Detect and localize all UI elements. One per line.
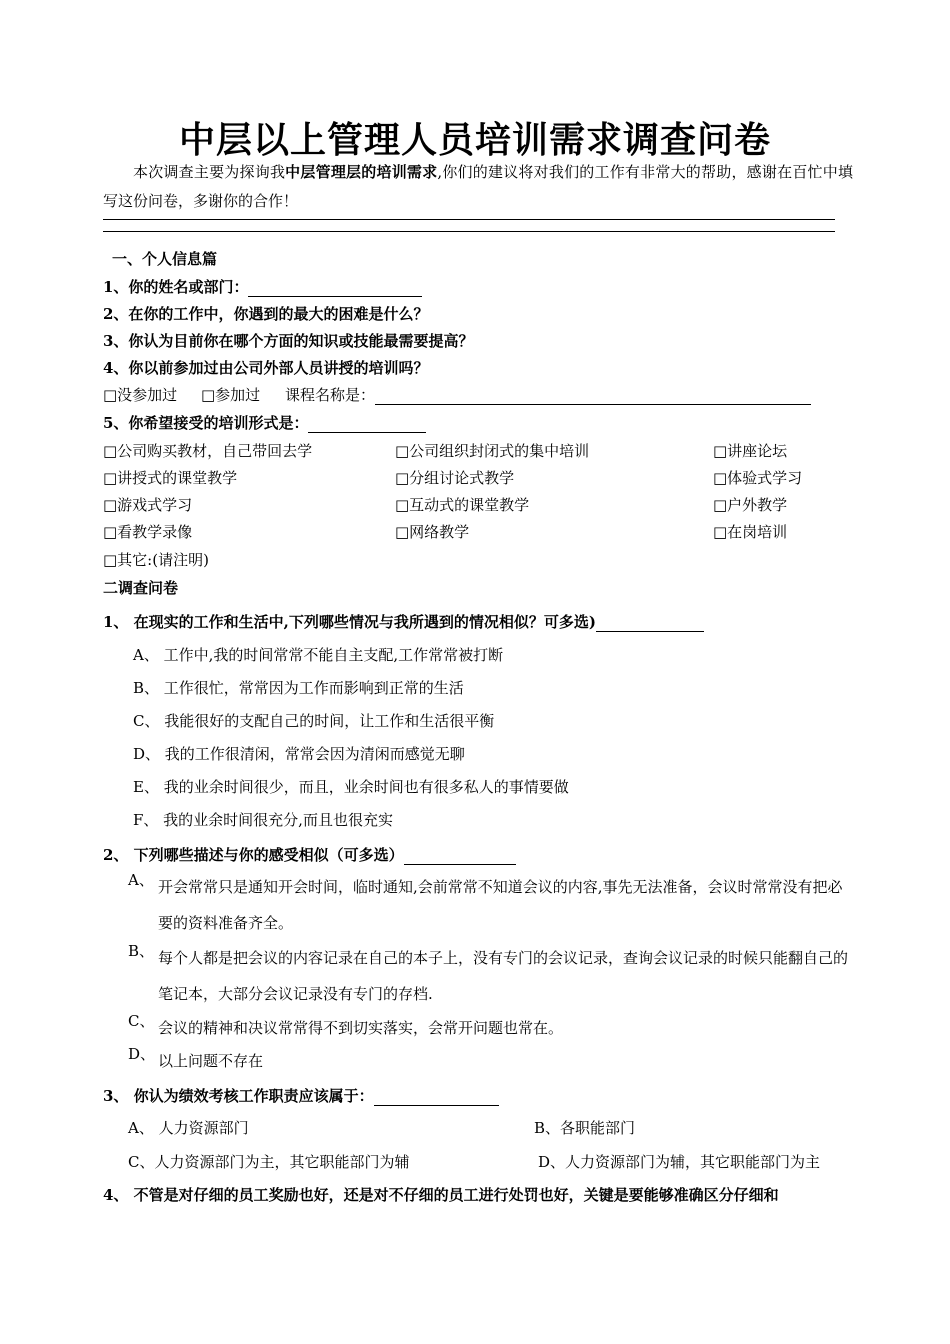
option-item[interactable]: 每个人都是把会议的内容记录在自己的本子上，没有专门的会议记录，查询会议记录的时候只能翻自己的笔记本，大部分会议记录没有专门的存档. — [158, 949, 849, 1003]
intro-bold-text: 中层管理层的培训需求 — [285, 163, 438, 181]
question-skill: 3、你认为目前你在哪个方面的知识或技能最需要提高？ — [103, 332, 474, 350]
section1-heading: 一、个人信息篇 — [112, 250, 218, 268]
survey-question-1 — [103, 611, 704, 632]
checkbox-option[interactable]: □网络教学 — [395, 523, 470, 541]
divider-bottom — [103, 231, 835, 232]
checkbox-option[interactable]: □公司组织封闭式的集中培训 — [395, 442, 590, 460]
checkbox-option[interactable]: □体验式学习 — [713, 469, 803, 487]
option-item[interactable]: 以上问题不存在 — [158, 1052, 264, 1070]
checkbox-option[interactable]: □讲座论坛 — [713, 442, 788, 460]
survey-question-3 — [103, 1085, 499, 1106]
survey-question-4: 4、 不管是对仔细的员工奖励也好，还是对不仔细的员工进行处罚也好，关键是要能够准确区分仔细和 — [103, 1186, 779, 1204]
section2-heading: 二调查问卷 — [103, 579, 179, 597]
course-name-field[interactable] — [375, 388, 811, 405]
survey-question-2-label: 2、 下列哪些描述与你的感受相似（可多选） — [103, 846, 404, 864]
option-item[interactable]: A、 工作中,我的时间常常不能自主支配,工作常常被打断 — [133, 646, 504, 664]
intro-paragraph — [103, 158, 853, 216]
survey-question-3-label: 3、 你认为绩效考核工作职责应该属于： — [103, 1087, 374, 1105]
intro-text-1: 本次调查主要为探询我 — [133, 163, 286, 181]
checkbox-option[interactable]: □公司购买教材，自己带回去学 — [103, 442, 313, 460]
option-item[interactable]: B、 工作很忙，常常因为工作而影响到正常的生活 — [133, 679, 464, 697]
checkbox-option[interactable]: □游戏式学习 — [103, 496, 193, 514]
question-name-label: 1、你的姓名或部门： — [103, 278, 249, 296]
divider-top — [103, 219, 835, 220]
survey-question-2 — [103, 844, 516, 865]
option-label: A、 — [128, 871, 154, 889]
option-item[interactable]: 开会常常只是通知开会时间，临时通知,会前常常不知道会议的内容,事先无法准备，会议时常常没有把必要的资料准备齐全。 — [158, 878, 843, 932]
checkbox-attended[interactable]: □参加过 — [201, 386, 261, 404]
checkbox-option[interactable]: □讲授式的课堂教学 — [103, 469, 238, 487]
survey-question-1-label: 1、 在现实的工作和生活中,下列哪些情况与我所遇到的情况相似？可多选) — [103, 613, 596, 631]
checkbox-option-other[interactable]: □其它:(请注明) — [103, 551, 209, 569]
intro-text-2: ,你们的建议将对我们的工作有非常大的帮助，感谢在百忙中填写这份问卷，多谢你的合作！ — [103, 163, 853, 210]
checkbox-option[interactable]: □分组讨论式教学 — [395, 469, 515, 487]
option-label: D、 — [128, 1045, 156, 1063]
checkbox-option[interactable]: □户外教学 — [713, 496, 788, 514]
option-label: B、 — [128, 942, 155, 960]
option-item[interactable]: 会议的精神和决议常常得不到切实落实，会常开问题也常在。 — [158, 1019, 564, 1037]
survey-answer-2-field[interactable] — [404, 848, 516, 865]
checkbox-option[interactable]: □互动式的课堂教学 — [395, 496, 530, 514]
survey-answer-1-field[interactable] — [596, 615, 704, 632]
option-item[interactable]: A、 人力资源部门 — [128, 1119, 249, 1137]
checkbox-option[interactable]: □在岗培训 — [713, 523, 788, 541]
page-title: 中层以上管理人员培训需求调查问卷 — [178, 119, 771, 161]
option-item[interactable]: E、 我的业余时间很少，而且，业余时间也有很多私人的事情要做 — [133, 778, 569, 796]
course-name — [285, 384, 811, 405]
survey-answer-3-field[interactable] — [374, 1089, 499, 1106]
question-training-form-label: 5、你希望接受的培训形式是： — [103, 414, 309, 432]
training-form-field[interactable] — [308, 416, 426, 433]
option-item[interactable]: C、 我能很好的支配自己的时间，让工作和生活很平衡 — [133, 712, 495, 730]
checkbox-not-attended[interactable]: □没参加过 — [103, 386, 178, 404]
option-item[interactable]: F、 我的业余时间很充分,而且也很充实 — [133, 811, 393, 829]
name-field[interactable] — [248, 280, 422, 297]
question-external-training: 4、你以前参加过由公司外部人员讲授的培训吗？ — [103, 359, 429, 377]
question-difficulty: 2、在你的工作中，你遇到的最大的困难是什么？ — [103, 305, 429, 323]
course-name-label: 课程名称是： — [285, 386, 376, 404]
question-name — [103, 276, 422, 297]
question-training-form — [103, 412, 426, 433]
option-item[interactable]: B、各职能部门 — [534, 1119, 636, 1137]
option-item[interactable]: D、 我的工作很清闲，常常会因为清闲而感觉无聊 — [133, 745, 465, 763]
option-item[interactable]: C、人力资源部门为主，其它职能部门为辅 — [128, 1153, 410, 1171]
option-label: C、 — [128, 1012, 155, 1030]
checkbox-option[interactable]: □看教学录像 — [103, 523, 193, 541]
option-item[interactable]: D、人力资源部门为辅，其它职能部门为主 — [538, 1153, 821, 1171]
